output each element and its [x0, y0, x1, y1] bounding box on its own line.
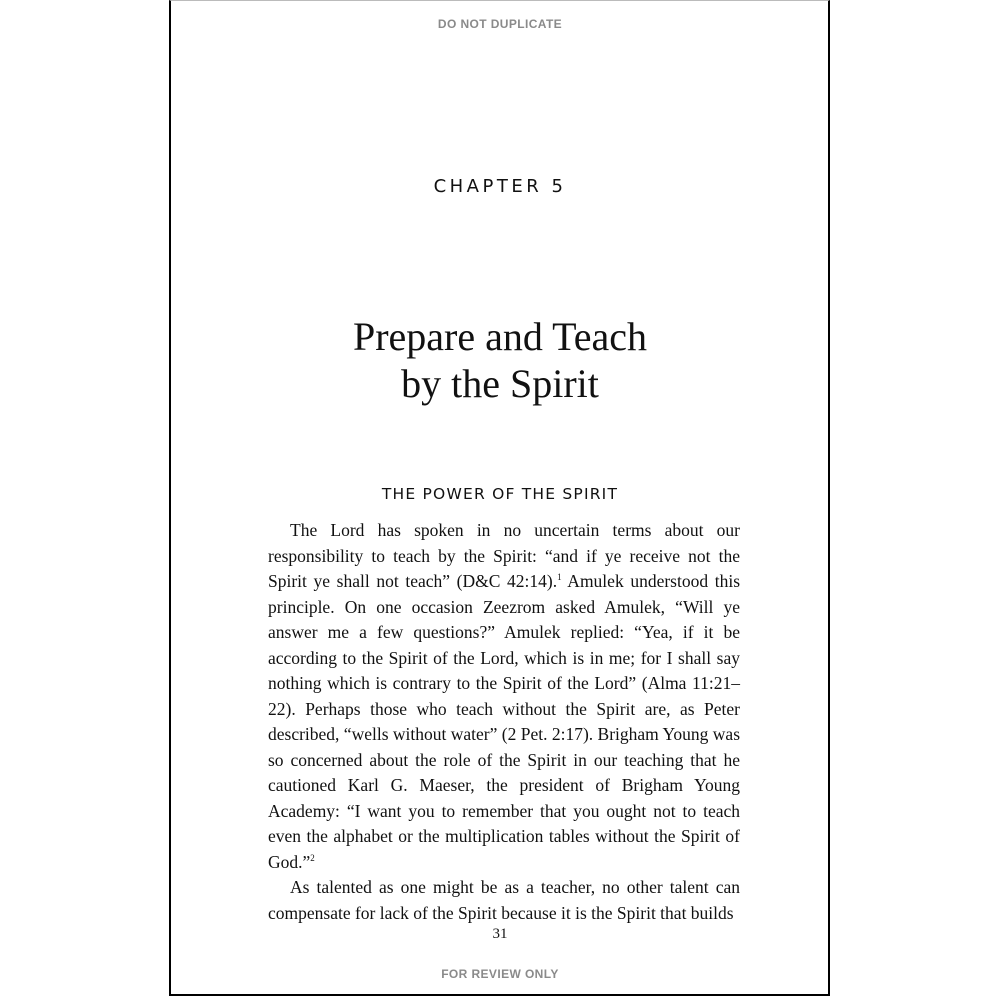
- chapter-title-line-1: Prepare and Teach: [352, 314, 648, 359]
- paragraph-1-part-a: The Lord has spoken in no uncertain terms about our responsibility to teach by the Spirit: “and if ye receive not the Spirit ye shall not teach” (D&C 42:14).: [268, 520, 740, 591]
- watermark-top: DO NOT DUPLICATE: [437, 17, 563, 31]
- watermark-bottom: FOR REVIEW ONLY: [441, 967, 559, 981]
- paragraph-1-part-b: Amulek understood this principle. On one occasion Zeezrom asked Amulek, “Will ye answer me a few questions?” Amulek replied: “Yea, if it be according to the Spirit of the Lord, which is in me; for I shall say nothing which is contrary to the Spirit of the Lord” (Alma 11:21–22). Perhaps those who teach without the Spirit are, as Peter described, “wells without water” (2 Pet. 2:17). Brigham Young was so concerned about the role of the Spirit in our teaching that he cautioned Karl G. Maeser, the president of Brigham Young Academy: “I want you to remember that you ought not to teach even the alphabet or the multiplication tables without the Spirit of God.”: [268, 571, 741, 872]
- body-text: [268, 518, 740, 926]
- footnote-marker-1: 1: [557, 572, 562, 583]
- footnote-marker-2: 2: [310, 852, 315, 863]
- chapter-title-line-2: by the Spirit: [401, 361, 599, 406]
- paragraph-1: [268, 518, 740, 875]
- page-number: 31: [492, 926, 508, 942]
- section-heading: THE POWER OF THE SPIRIT: [381, 485, 619, 503]
- chapter-label: CHAPTER 5: [433, 176, 567, 197]
- paragraph-2: As talented as one might be as a teacher, no other talent can compensate for lack of the Spirit because it is the Spirit that builds: [268, 877, 740, 923]
- chapter-title: [0, 313, 1000, 407]
